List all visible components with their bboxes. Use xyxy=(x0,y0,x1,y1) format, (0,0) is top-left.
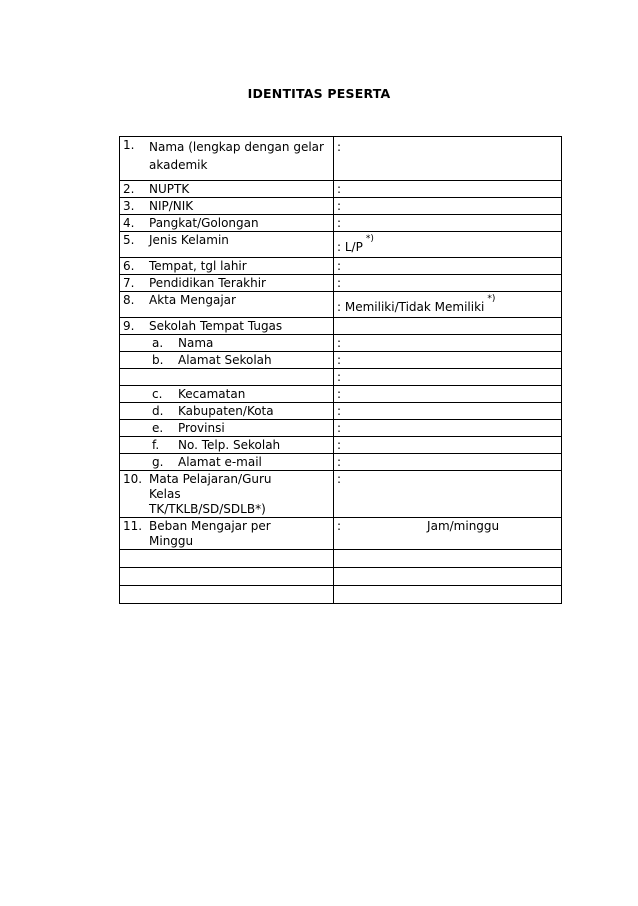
field-number: 7. xyxy=(123,276,135,290)
field-number: 4. xyxy=(123,216,135,230)
field-value-cell[interactable] xyxy=(334,471,562,518)
subfield-label-cell xyxy=(120,335,334,352)
field-value-cell[interactable] xyxy=(334,198,562,215)
field-value-cell[interactable] xyxy=(334,386,562,403)
empty-cell[interactable] xyxy=(334,568,562,586)
field-value-cell xyxy=(334,318,562,335)
colon: : xyxy=(337,140,342,154)
table-row xyxy=(120,292,562,318)
field-number: 3. xyxy=(123,199,135,213)
subfield-label-cell xyxy=(120,386,334,403)
subfield-letter: a. xyxy=(152,336,164,350)
field-value-cell[interactable] xyxy=(334,258,562,275)
field-number: 11. xyxy=(123,519,143,533)
subfield-letter: c. xyxy=(152,387,163,401)
table-row xyxy=(120,586,562,604)
field-label: Tempat, tgl lahir xyxy=(149,259,247,273)
field-label: Sekolah Tempat Tugas xyxy=(149,319,283,333)
table-row xyxy=(120,181,562,198)
table-row xyxy=(120,258,562,275)
empty-label-cell xyxy=(120,369,334,386)
table-row xyxy=(120,420,562,437)
colon: : xyxy=(337,336,342,350)
field-label-cell xyxy=(120,275,334,292)
field-number: 9. xyxy=(123,319,135,333)
colon: : xyxy=(337,421,342,435)
table-row xyxy=(120,403,562,420)
table-row xyxy=(120,137,562,181)
subfield-letter: e. xyxy=(152,421,164,435)
table-row xyxy=(120,568,562,586)
table-row xyxy=(120,318,562,335)
subfield-label-cell xyxy=(120,454,334,471)
field-label: Nama (lengkap dengan gelar akademik xyxy=(149,140,324,172)
field-label-cell xyxy=(120,258,334,275)
field-value-cell[interactable] xyxy=(334,275,562,292)
subfield-label: Nama xyxy=(178,336,214,350)
field-value-cell[interactable] xyxy=(334,518,562,550)
subfield-label-cell xyxy=(120,420,334,437)
field-value-cell[interactable] xyxy=(334,369,562,386)
field-label-cell xyxy=(120,292,334,318)
colon: : xyxy=(337,370,342,384)
subfield-letter: d. xyxy=(152,404,164,418)
field-number: 5. xyxy=(123,233,135,247)
subfield-label: No. Telp. Sekolah xyxy=(178,438,281,452)
colon: : xyxy=(337,182,342,196)
subfield-label: Alamat e-mail xyxy=(178,455,262,469)
subfield-label-cell xyxy=(120,437,334,454)
footnote-mark: *) xyxy=(487,294,496,304)
field-label-cell xyxy=(120,232,334,258)
subfield-letter: g. xyxy=(152,455,164,469)
field-label: NIP/NIK xyxy=(149,199,194,213)
field-value-cell[interactable] xyxy=(334,215,562,232)
colon: : xyxy=(337,404,342,418)
field-label: Akta Mengajar xyxy=(149,293,236,307)
field-value-cell[interactable] xyxy=(334,232,562,258)
field-label-cell xyxy=(120,318,334,335)
empty-cell xyxy=(120,568,334,586)
table-row xyxy=(120,275,562,292)
table-row xyxy=(120,386,562,403)
colon: : xyxy=(337,276,342,290)
table-row xyxy=(120,215,562,232)
subfield-label: Alamat Sekolah xyxy=(178,353,272,367)
field-label: Beban Mengajar per Minggu xyxy=(149,519,271,548)
page-title: IDENTITAS PESERTA xyxy=(247,86,391,101)
table-row xyxy=(120,518,562,550)
teaching-certificate-options: Memiliki/Tidak Memiliki xyxy=(344,300,485,314)
field-value-cell[interactable] xyxy=(334,335,562,352)
field-value-cell[interactable] xyxy=(334,437,562,454)
field-label: NUPTK xyxy=(149,182,190,196)
table-row xyxy=(120,471,562,518)
field-label: Pendidikan Terakhir xyxy=(149,276,266,290)
field-number: 10. xyxy=(123,472,143,486)
field-number: 1. xyxy=(123,138,135,152)
colon: : xyxy=(337,519,342,533)
field-value-cell[interactable] xyxy=(334,420,562,437)
empty-cell xyxy=(120,586,334,604)
table-row xyxy=(120,198,562,215)
colon: : xyxy=(337,199,342,213)
field-label: Pangkat/Golongan xyxy=(149,216,259,230)
field-label-cell xyxy=(120,198,334,215)
table-row xyxy=(120,352,562,369)
empty-cell xyxy=(120,550,334,568)
colon: : xyxy=(337,300,342,314)
field-number: 6. xyxy=(123,259,135,273)
table-row xyxy=(120,335,562,352)
table-row xyxy=(120,232,562,258)
field-label-cell xyxy=(120,518,334,550)
subfield-label-cell xyxy=(120,352,334,369)
hours-unit: Jam/minggu xyxy=(427,519,500,533)
table-row xyxy=(120,454,562,471)
field-value-cell[interactable] xyxy=(334,137,562,181)
field-label-cell xyxy=(120,181,334,198)
field-number: 2. xyxy=(123,182,135,196)
colon: : xyxy=(337,455,342,469)
gender-options: L/P xyxy=(344,240,363,254)
subfield-label: Provinsi xyxy=(178,421,225,435)
subfield-label-cell xyxy=(120,403,334,420)
field-label-cell xyxy=(120,215,334,232)
field-label-cell xyxy=(120,137,334,181)
colon: : xyxy=(337,259,342,273)
table-row xyxy=(120,550,562,568)
colon: : xyxy=(337,216,342,230)
colon: : xyxy=(337,353,342,367)
subfield-letter: b. xyxy=(152,353,164,367)
identity-form-table xyxy=(119,136,562,604)
subfield-label: Kabupaten/Kota xyxy=(178,404,274,418)
subfield-label: Kecamatan xyxy=(178,387,246,401)
field-value-cell[interactable] xyxy=(334,403,562,420)
field-value-cell[interactable] xyxy=(334,292,562,318)
colon: : xyxy=(337,438,342,452)
field-value-cell[interactable] xyxy=(334,181,562,198)
table-row xyxy=(120,369,562,386)
empty-cell[interactable] xyxy=(334,550,562,568)
field-value-cell[interactable] xyxy=(334,352,562,369)
colon: : xyxy=(337,472,342,486)
subfield-letter: f. xyxy=(152,438,160,452)
empty-cell[interactable] xyxy=(334,586,562,604)
field-label: Mata Pelajaran/Guru Kelas TK/TKLB/SD/SDLB*) xyxy=(149,472,272,516)
field-value-cell[interactable] xyxy=(334,454,562,471)
field-label: Jenis Kelamin xyxy=(149,233,229,247)
field-label-cell xyxy=(120,471,334,518)
colon: : xyxy=(337,387,342,401)
footnote-mark: *) xyxy=(365,234,374,244)
table-row xyxy=(120,437,562,454)
colon: : xyxy=(337,240,342,254)
field-number: 8. xyxy=(123,293,135,307)
